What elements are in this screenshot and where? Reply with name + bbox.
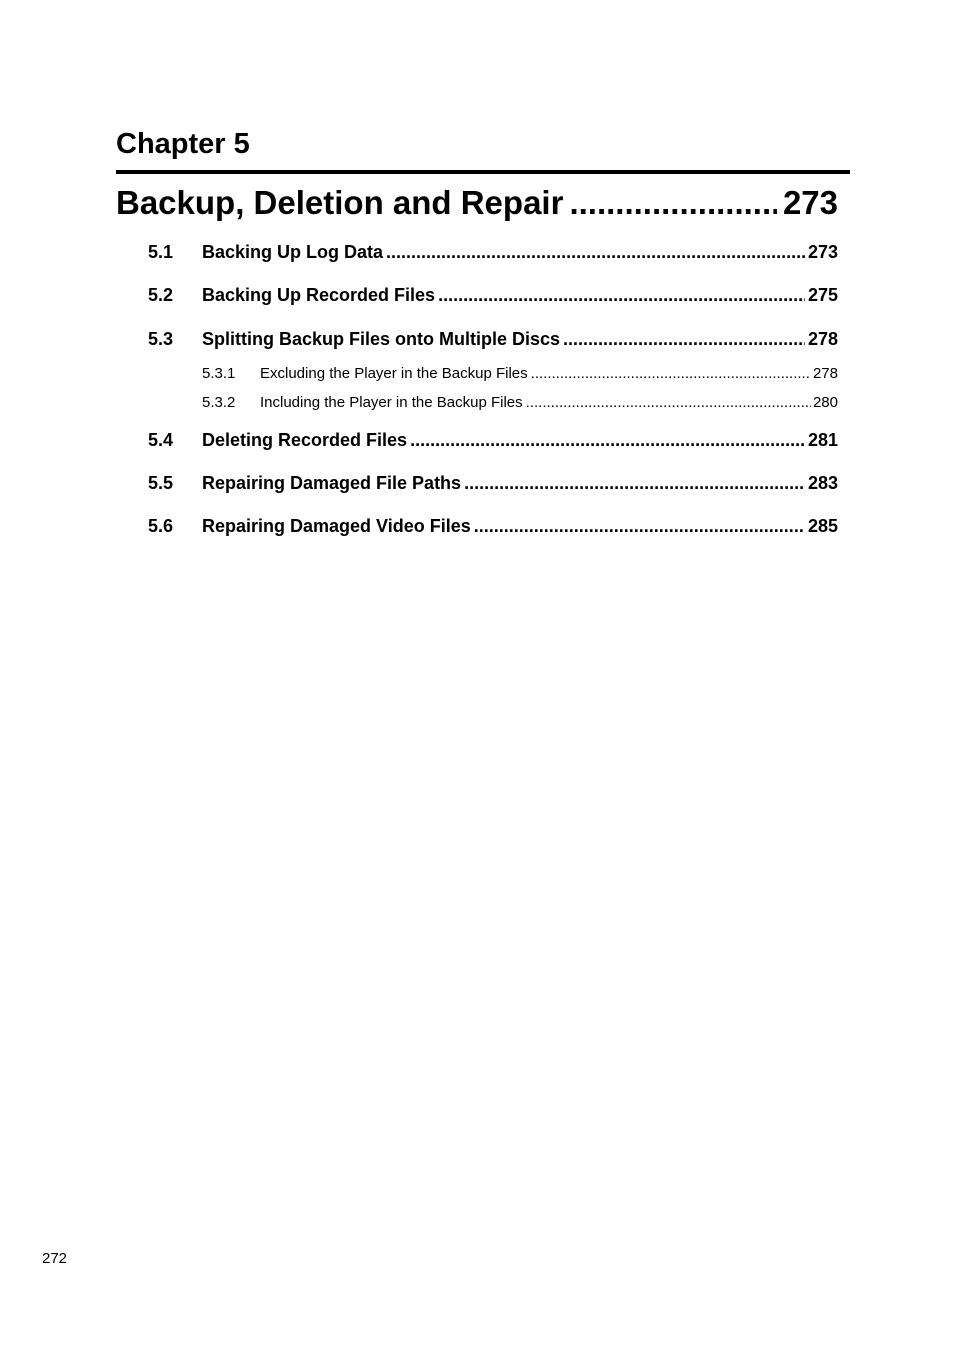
dot-leader bbox=[410, 428, 805, 452]
chapter-page-number: 273 bbox=[782, 184, 838, 221]
section-title: Repairing Damaged File Paths bbox=[202, 473, 462, 493]
chapter-title-entry[interactable] bbox=[116, 182, 838, 224]
dot-leader bbox=[464, 471, 805, 495]
section-page-number: 278 bbox=[807, 329, 838, 349]
subsection-page-number: 280 bbox=[812, 394, 838, 411]
dot-leader bbox=[569, 182, 777, 224]
dot-leader bbox=[563, 327, 805, 351]
section-page-number: 281 bbox=[807, 430, 838, 450]
footer-page-number: 272 bbox=[42, 1250, 68, 1267]
section-title: Repairing Damaged Video Files bbox=[202, 516, 471, 536]
toc-entry-5-1[interactable] bbox=[148, 240, 838, 264]
section-number: 5.3 bbox=[148, 329, 174, 349]
section-page-number: 275 bbox=[807, 285, 838, 305]
section-number: 5.6 bbox=[148, 516, 174, 536]
section-title: Backing Up Log Data bbox=[202, 242, 384, 262]
toc-entry-5-3-1[interactable] bbox=[202, 364, 838, 384]
section-title: Deleting Recorded Files bbox=[202, 430, 408, 450]
section-title: Splitting Backup Files onto Multiple Discs bbox=[202, 329, 561, 349]
section-title: Backing Up Recorded Files bbox=[202, 285, 436, 305]
subsection-number: 5.3.1 bbox=[202, 365, 236, 382]
toc-entry-5-3-2[interactable] bbox=[202, 393, 838, 413]
subsection-title: Excluding the Player in the Backup Files bbox=[260, 365, 528, 382]
subsection-title: Including the Player in the Backup Files bbox=[260, 394, 523, 411]
section-number: 5.4 bbox=[148, 430, 174, 450]
toc-entry-5-4[interactable] bbox=[148, 428, 838, 452]
dot-leader bbox=[438, 283, 805, 307]
section-page-number: 273 bbox=[807, 242, 838, 262]
dot-leader bbox=[526, 393, 811, 413]
section-page-number: 283 bbox=[807, 473, 838, 493]
dot-leader bbox=[386, 240, 805, 264]
section-number: 5.1 bbox=[148, 242, 174, 262]
section-number: 5.5 bbox=[148, 473, 174, 493]
toc-entry-5-2[interactable] bbox=[148, 283, 838, 307]
toc-entry-5-5[interactable] bbox=[148, 471, 838, 495]
chapter-label: Chapter 5 bbox=[116, 128, 250, 160]
toc-entry-5-6[interactable] bbox=[148, 514, 838, 538]
section-page-number: 285 bbox=[807, 516, 838, 536]
dot-leader bbox=[474, 514, 805, 538]
toc-entry-5-3[interactable] bbox=[148, 327, 838, 351]
dot-leader bbox=[531, 364, 811, 384]
subsection-page-number: 278 bbox=[812, 365, 838, 382]
chapter-title: Backup, Deletion and Repair bbox=[116, 184, 564, 221]
chapter-divider bbox=[116, 170, 850, 174]
subsection-number: 5.3.2 bbox=[202, 394, 236, 411]
section-number: 5.2 bbox=[148, 285, 174, 305]
